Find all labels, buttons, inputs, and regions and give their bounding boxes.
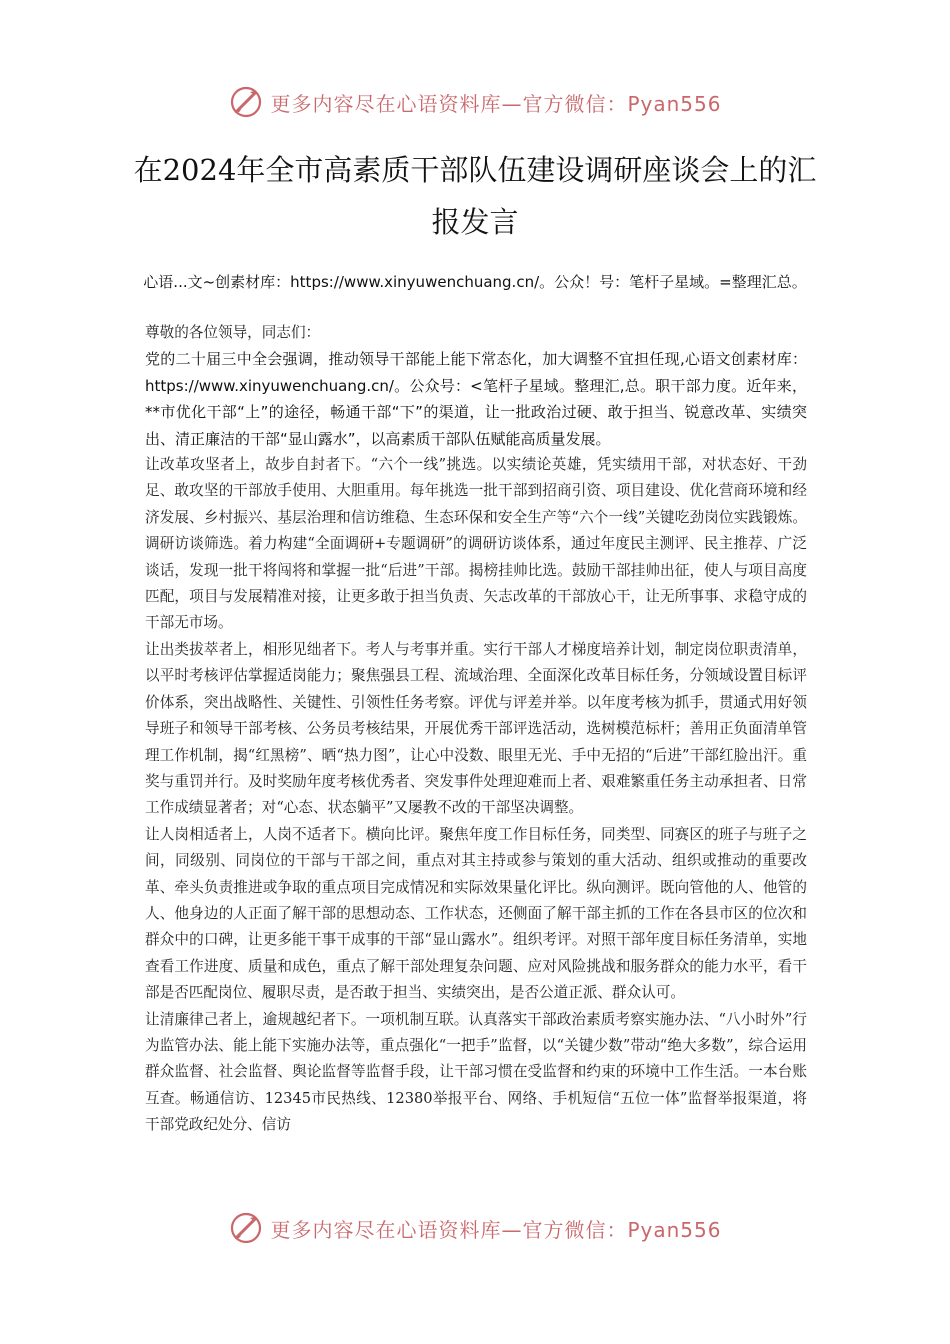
- body-paragraph: 让清廉律己者上，逾规越纪者下。一项机制互联。认真落实干部政治素质考察实施办法、“八小时外”行为监管办法、能上能下实施办法等，重点强化“一把手”监督，以“关键少数”带动“绝大多数”，综合运用群众监督、社会监督、舆论监督等监督手段，让干部习惯在受监督和约束的环境中工作生活。一本台账互查。畅通信访、12345市民热线、12380举报平台、网络、手机短信“五位一体”监督举报渠道，将干部党政纪处分、信访: [145, 1010, 807, 1134]
- watermark-banner-top: [0, 80, 950, 124]
- body-paragraph: 让人岗相适者上，人岗不适者下。横向比评。聚焦年度工作目标任务，同类型、同赛区的班子与班子之间，同级别、同岗位的干部与干部之间，重点对其主持或参与策划的重大活动、组织或推动的重要改革、牵头负责推进或争取的重点项目完成情况和实际效果量化评比。纵向测评。既向管他的人、他管的人、他身边的人正面了解干部的思想动态、工作状态，还侧面了解干部主抓的工作在各县市区的位次和群众中的口碑，让更多能干事干成事的干部“显山露水”。组织考评。对照干部年度目标任务清单，实地查看工作进度、质量和成色，重点了解干部处理复杂问题、应对风险挑战和服务群众的能力水平，看干部是否匹配岗位、履职尽责，是否敢于担当、实绩突出，是否公道正派、群众认可。: [145, 825, 807, 1002]
- page-title: 在2024年全市高素质干部队伍建设调研座谈会上的汇报发言: [133, 153, 817, 239]
- body-paragraph: 让出类拔萃者上，相形见绌者下。考人与考事并重。实行干部人才梯度培养计划，制定岗位职责清单，以平时考核评估掌握适岗能力；聚焦强县工程、流域治理、全面深化改革目标任务，分领域设置目标评价体系，突出战略性、关键性、引领性任务考察。评优与评差并举。以年度考核为抓手，贯通式用好领导班子和领导干部考核、公务员考核结果，开展优秀干部评选活动，选树模范标杆；善用正负面清单管理工作机制，揭“红黑榜”、晒“热力图”，让心中没数、眼里无光、手中无招的“后进”干部红脸出汗。重奖与重罚并行。及时奖励年度考核优秀者、突发事件处理迎难而上者、艰难繁重任务主动承担者、日常工作成绩显著者；对“心态、状态躺平”又屡教不改的干部坚决调整。: [145, 640, 807, 817]
- brush-logo-icon: [228, 84, 264, 120]
- source-note: 心语...文~创素材库：https://www.xinyuwenchuang.cn/。公众！号：笔杆子星域。=整理汇总。: [143, 273, 807, 291]
- watermark-banner-bottom: [0, 1206, 950, 1250]
- banner-text: 更多内容尽在心语资料库—官方微信：Pyan556: [270, 91, 722, 116]
- brush-logo-icon: [228, 1210, 264, 1246]
- banner-text: 更多内容尽在心语资料库—官方微信：Pyan556: [270, 1217, 722, 1242]
- greeting: 尊敬的各位领导，同志们：: [145, 324, 321, 341]
- body-paragraph: 让改革攻坚者上，故步自封者下。“六个一线”挑选。以实绩论英雄，凭实绩用干部，对状态好、干劲足、敢攻坚的干部放手使用、大胆重用。每年挑选一批干部到招商引资、项目建设、优化营商环境和经济发展、乡村振兴、基层治理和信访维稳、生态环保和安全生产等“六个一线”关键吃劲岗位实践锻炼。调研访谈筛选。着力构建“全面调研+专题调研”的调研访谈体系，通过年度民主测评、民主推荐、广泛谈话，发现一批干将闯将和掌握一批“后进”干部。揭榜挂帅比选。鼓励干部挂帅出征，使人与项目高度匹配，项目与发展精准对接，让更多敢于担当负责、矢志改革的干部放心干，让无所事事、求稳守成的干部无市场。: [145, 456, 807, 632]
- document-body: [145, 320, 807, 1139]
- intro-paragraph: 党的二十届三中全会强调，推动领导干部能上能下常态化，加大调整不宜担任现,心语文创素材库：https://www.xinyuwenchuang.cn/。公众号：<笔杆子星域。整理汇,总。职干部力度。近年来，**市优化干部“上”的途径，畅通干部“下”的渠道，让一批政治过硬、敢于担当、锐意改革、实绩突出、清正廉洁的干部“显山露水”，以高素质干部队伍赋能高质量发展。: [145, 350, 807, 448]
